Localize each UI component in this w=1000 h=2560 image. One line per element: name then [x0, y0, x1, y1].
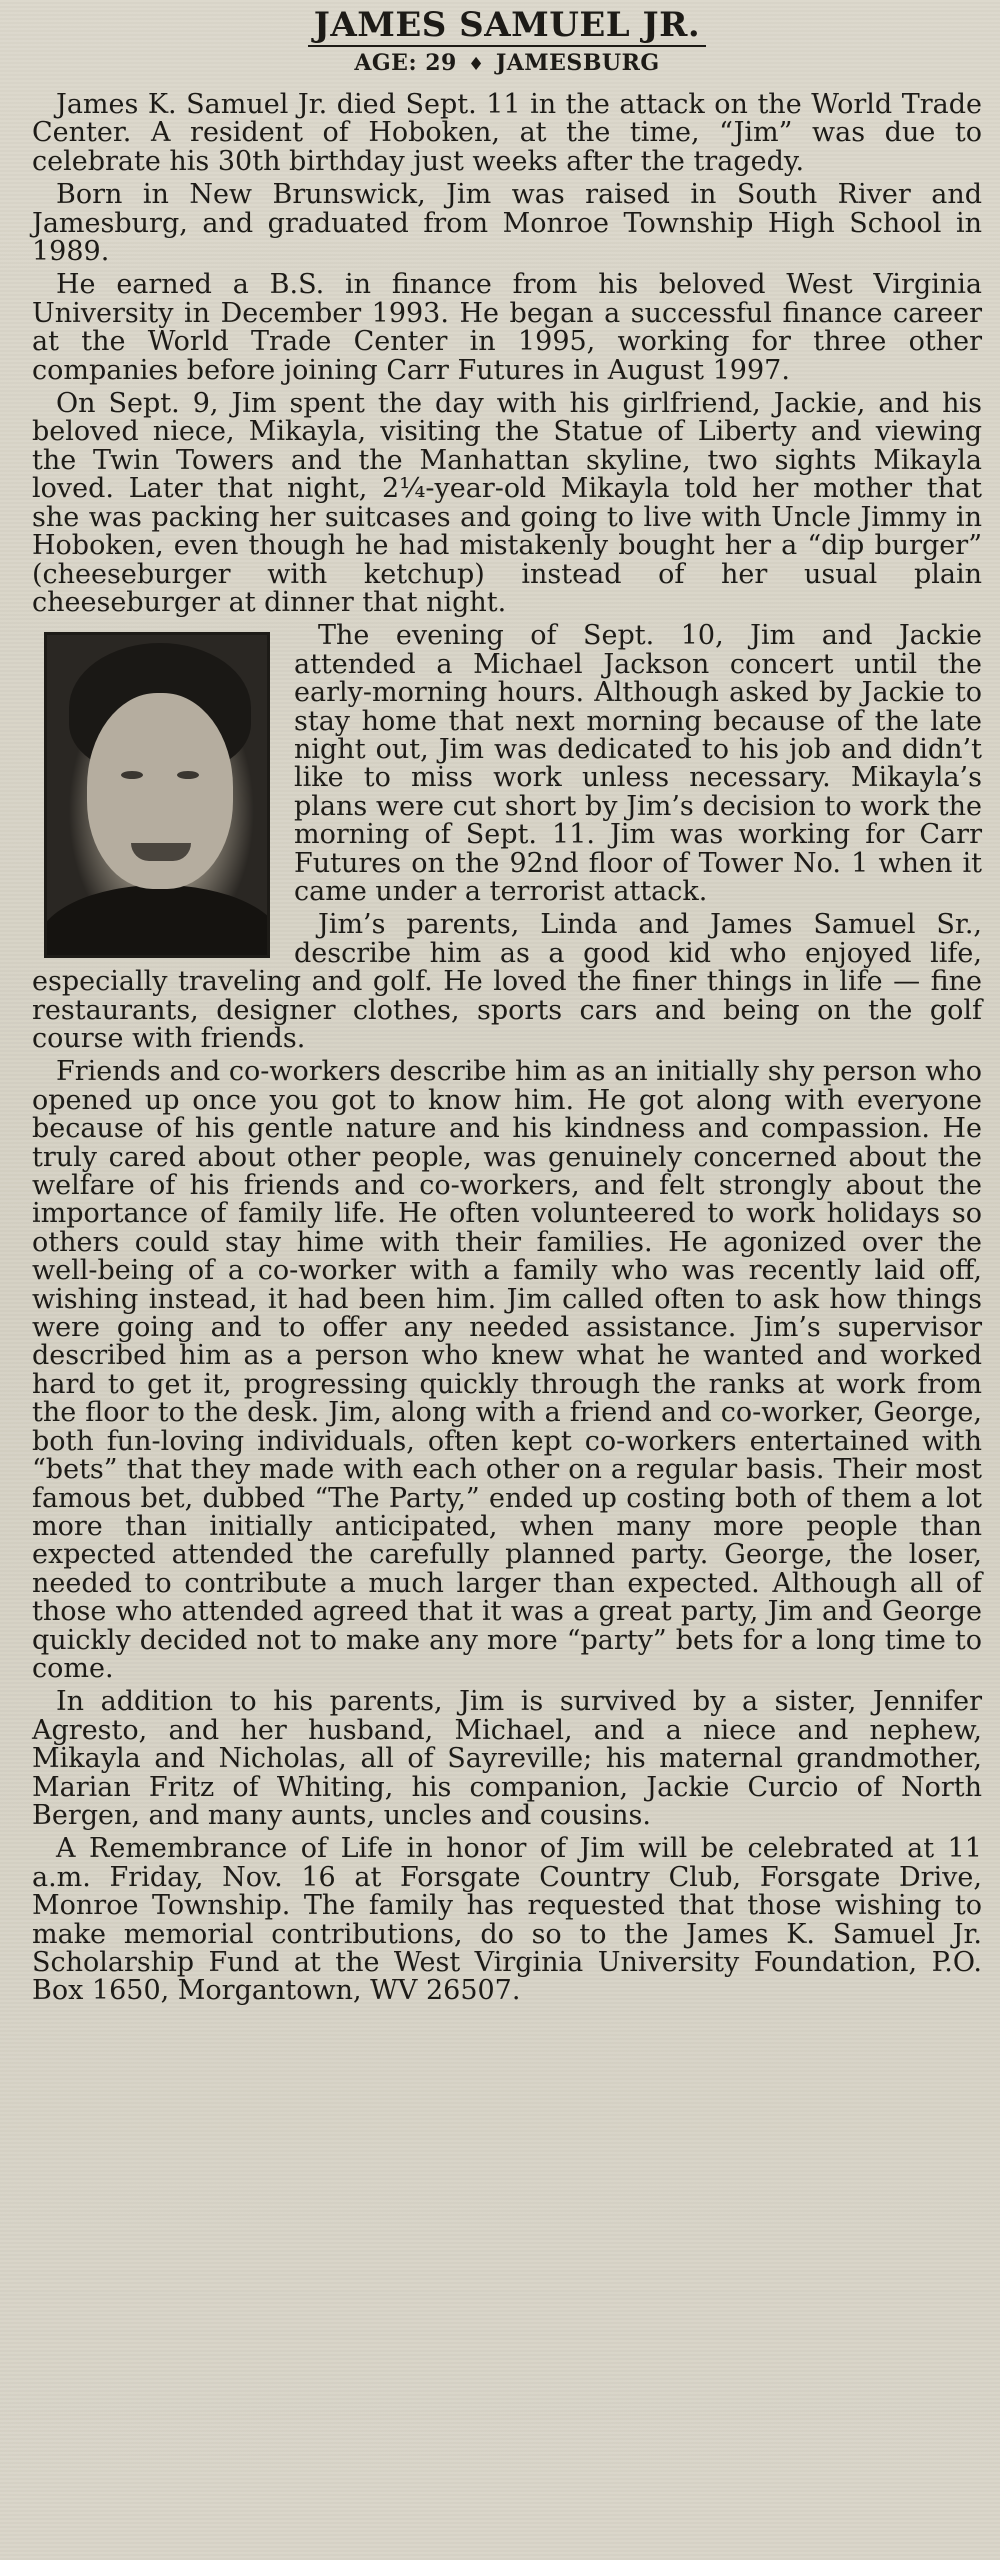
diamond-separator-icon: ♦ [468, 54, 485, 75]
paragraph-3: He earned a B.S. in finance from his beloved West Virginia University in December 1993. He began a successful finance career at the World Trade Center in 1995, working for three other companies before joining Carr Futures in August 1997. [32, 269, 982, 386]
decedent-name: JAMES SAMUEL JR. [308, 6, 706, 47]
portrait-photo [44, 632, 270, 958]
paragraph-9: A Remembrance of Life in honor of Jim will be celebrated at 11 a.m. Friday, Nov. 16 at Forsgate Country Club, Forsgate Drive, Monroe Township. The family has requested that those wishing to make memorial contributions, do so to the James K. Samuel Jr. Scholarship Fund at the West Virginia University Foundation, P.O. Box 1650, Morgantown, WV 26507. [32, 1833, 982, 2007]
paragraph-4: On Sept. 9, Jim spent the day with his girlfriend, Jackie, and his beloved niece, Mikayla, visiting the Statue of Liberty and viewing the Twin Towers and the Manhattan skyline, two sights Mikayla loved. Later that night, 2¼-year-old Mikayla told her mother that she was packing her suitcases and going to live with Uncle Jimmy in Hoboken, even though he had mistakenly bought her a “dip burger” (cheeseburger with ketchup) instead of her usual plain cheeseburger at dinner that night. [32, 388, 982, 618]
age-location-line [32, 49, 982, 79]
age-label: AGE: 29 [354, 50, 457, 76]
paragraph-2: Born in New Brunswick, Jim was raised in South River and Jamesburg, and graduated from Monroe Township High School in 1989. [32, 179, 982, 268]
town-label: JAMESBURG [495, 50, 660, 76]
paragraph-1: James K. Samuel Jr. died Sept. 11 in the attack on the World Trade Center. A resident of Hoboken, at the time, “Jim” was due to celebrate his 30th birthday just weeks after the tragedy. [32, 89, 982, 177]
paragraph-6: Jim’s parents, Linda and James Samuel Sr., describe him as a good kid who enjoyed life, especially traveling and golf. He loved the finer things in life — fine restaurants, designer clothes, sports cars and being on the golf course with friends. [32, 909, 982, 1054]
paragraph-5: The evening of Sept. 10, Jim and Jackie attended a Michael Jackson concert until the early-morning hours. Although asked by Jackie to stay home that next morning because of the late night out, Jim was dedicated to his job and didn’t like to miss work unless necessary. Mikayla’s plans were cut short by Jim’s decision to work the morning of Sept. 11. Jim was working for Carr Futures on the 92nd floor of Tower No. 1 when it came under a terrorist attack. [294, 620, 982, 907]
obituary-body [32, 91, 982, 2006]
obituary-header [32, 6, 982, 79]
paragraph-8: In addition to his parents, Jim is survived by a sister, Jennifer Agresto, and her husband, Michael, and a niece and nephew, Mikayla and Nicholas, all of Sayreville; his maternal grandmother, Marian Fritz of Whiting, his companion, Jackie Curcio of North Bergen, and many aunts, uncles and cousins. [32, 1686, 982, 1831]
paragraph-7: Friends and co-workers describe him as an initially shy person who opened up once you got to know him. He got along with everyone because of his gentle nature and his kindness and compassion. He truly cared about other people, was genuinely concerned about the welfare of his friends and co-workers, and felt strongly about the importance of family life. He often volunteered to work holidays so others could stay hime with their families. He agonized over the well-being of a co-worker with a family who was recently laid off, wishing instead, it had been him. Jim called often to ask how things were going and to offer any needed assistance. Jim’s supervisor described him as a person who knew what he wanted and worked hard to get it, progressing quickly through the ranks at work from the floor to the desk. Jim, along with a friend and co-worker, George, both fun-loving individuals, often kept co-workers entertained with “bets” that they made with each other on a regular basis. Their most famous bet, dubbed “The Party,” ended up costing both of them a lot more than initially anticipated, when many more people than expected attended the carefully planned party. George, the loser, needed to contribute a much larger than expected. Although all of those who attended agreed that it was a great party, Jim and George quickly decided not to make any more “party” bets for a long time to come. [32, 1056, 982, 1684]
